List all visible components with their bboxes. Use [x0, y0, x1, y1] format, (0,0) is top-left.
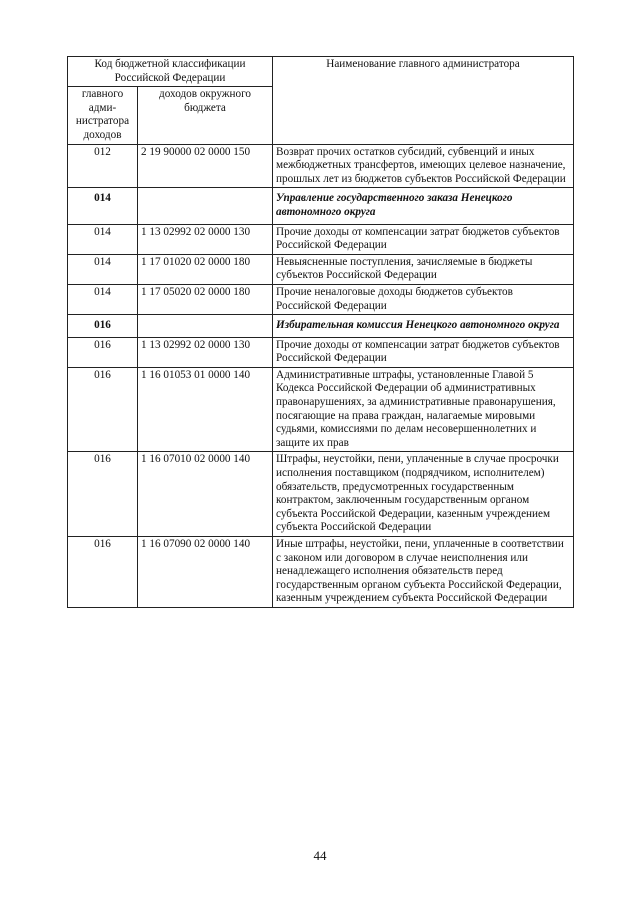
header-row — [68, 57, 574, 87]
table-row — [68, 254, 574, 284]
admin-code-cell: 014 — [68, 224, 138, 254]
admin-code-cell: 016 — [68, 367, 138, 452]
admin-code-cell: 014 — [68, 254, 138, 284]
admin-name-cell: Прочие неналоговые доходы бюджетов субъектов Российской Федерации — [273, 284, 574, 314]
admin-name-cell: Возврат прочих остатков субсидий, субвенций и иных межбюджетных трансфертов, имеющих целевое назначение, прошлых лет из бюджетов субъектов Российской Федерации — [273, 144, 574, 188]
table-row — [68, 367, 574, 452]
admin-name-cell: Управление государственного заказа Ненецкого автономного округа — [273, 188, 574, 224]
table-row — [68, 144, 574, 188]
income-code-cell: 1 16 07010 02 0000 140 — [138, 452, 273, 537]
income-code-cell: 1 16 07090 02 0000 140 — [138, 537, 273, 608]
admin-code-header: главного адми-нистратора доходов — [68, 87, 138, 144]
section-row — [68, 188, 574, 224]
income-code-cell: 1 13 02992 02 0000 130 — [138, 337, 273, 367]
admin-code-cell: 012 — [68, 144, 138, 188]
budget-classification-table — [67, 56, 574, 608]
admin-code-cell: 014 — [68, 188, 138, 224]
table-row — [68, 224, 574, 254]
income-code-cell: 2 19 90000 02 0000 150 — [138, 144, 273, 188]
admin-name-cell: Избирательная комиссия Ненецкого автономного округа — [273, 315, 574, 338]
admin-name-cell: Невыясненные поступления, зачисляемые в бюджеты субъектов Российской Федерации — [273, 254, 574, 284]
income-code-cell — [138, 315, 273, 338]
admin-name-cell: Прочие доходы от компенсации затрат бюджетов субъектов Российской Федерации — [273, 337, 574, 367]
admin-code-cell: 016 — [68, 315, 138, 338]
income-code-cell: 1 16 01053 01 0000 140 — [138, 367, 273, 452]
income-code-cell — [138, 188, 273, 224]
admin-code-cell: 014 — [68, 284, 138, 314]
table-row — [68, 337, 574, 367]
table-row — [68, 452, 574, 537]
admin-code-cell: 016 — [68, 452, 138, 537]
page-number: 44 — [313, 848, 327, 863]
admin-name-cell: Штрафы, неустойки, пени, уплаченные в случае просрочки исполнения поставщиком (подрядчиком, исполнителем) обязательств, предусмотренных государственным контрактом, заключенным государственным органом субъекта Российской Федерации, казенным учреждением субъекта Российской Федерации — [273, 452, 574, 537]
income-code-cell: 1 13 02992 02 0000 130 — [138, 224, 273, 254]
admin-name-header: Наименование главного администратора — [273, 57, 574, 145]
table-row — [68, 284, 574, 314]
admin-name-cell: Административные штрафы, установленные Главой 5 Кодекса Российской Федерации об административных правонарушениях, за административные правонарушения, посягающие на права граждан, налагаемые мировыми судьями, комиссиями по делам несовершеннолетних и защите их прав — [273, 367, 574, 452]
admin-name-cell: Прочие доходы от компенсации затрат бюджетов субъектов Российской Федерации — [273, 224, 574, 254]
admin-code-cell: 016 — [68, 537, 138, 608]
section-row — [68, 315, 574, 338]
kbk-header: Код бюджетной классификации Российской Федерации — [68, 57, 273, 87]
income-code-cell: 1 17 01020 02 0000 180 — [138, 254, 273, 284]
admin-code-cell: 016 — [68, 337, 138, 367]
income-code-header: доходов окружного бюджета — [138, 87, 273, 144]
income-code-cell: 1 17 05020 02 0000 180 — [138, 284, 273, 314]
admin-name-cell: Иные штрафы, неустойки, пени, уплаченные в соответствии с законом или договором в случае неисполнения или ненадлежащего исполнения обязательств перед государственным органом субъекта Российской Федерации, казенным учреждением субъекта Российской Федерации — [273, 537, 574, 608]
table-row — [68, 537, 574, 608]
